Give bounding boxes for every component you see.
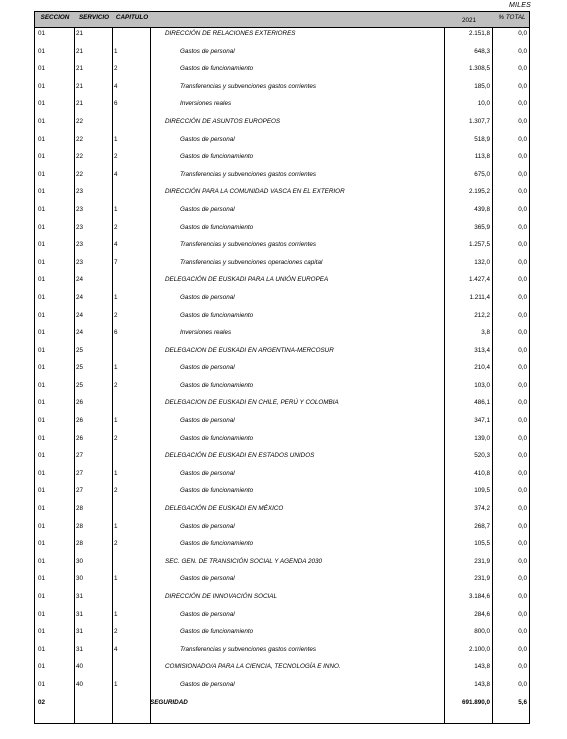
cell-description: DELEGACIÓN DE EUSKADI EN MÉXICO	[165, 505, 284, 513]
header-pct-total: % TOTAL	[498, 14, 526, 21]
cell-seccion: 01	[38, 329, 46, 337]
cell-servicio: 23	[76, 188, 84, 196]
cell-pct-total: 0,0	[518, 593, 527, 600]
table-row	[35, 679, 529, 697]
table-row	[35, 644, 529, 662]
cell-seccion: 01	[38, 223, 46, 231]
cell-capitulo: 1	[114, 417, 118, 425]
cell-servicio: 21	[76, 47, 84, 55]
table-row	[35, 186, 529, 204]
table-row	[35, 28, 529, 46]
cell-servicio: 21	[76, 100, 84, 108]
cell-pct-total: 0,0	[518, 329, 527, 337]
cell-capitulo: 1	[114, 205, 118, 213]
cell-amount: 3.184,6	[468, 593, 490, 600]
cell-servicio: 24	[76, 329, 84, 337]
cell-seccion: 01	[38, 381, 46, 389]
cell-seccion: 01	[38, 593, 46, 600]
cell-seccion: 01	[38, 311, 46, 319]
cell-pct-total: 0,0	[518, 153, 527, 161]
cell-amount: 132,0	[474, 258, 490, 266]
cell-seccion: 01	[38, 82, 46, 90]
cell-description: Gastos de funcionamiento	[180, 487, 254, 495]
cell-seccion: 01	[38, 293, 46, 301]
table-row	[35, 151, 529, 169]
cell-seccion: 01	[38, 575, 46, 583]
cell-seccion: 01	[38, 153, 46, 161]
cell-amount: 347,1	[474, 417, 490, 425]
cell-servicio: 26	[76, 434, 84, 442]
cell-amount: 675,0	[474, 170, 490, 178]
cell-description: DELEGACIÓN DE EUSKADI PARA LA UNIÓN EUROPEA	[165, 276, 329, 284]
cell-servicio: 24	[76, 276, 84, 284]
cell-pct-total: 0,0	[518, 469, 527, 477]
cell-amount: 439,8	[474, 205, 490, 213]
table-row	[35, 292, 529, 310]
cell-seccion: 01	[38, 434, 46, 442]
cell-amount: 105,5	[474, 540, 490, 548]
cell-description: Gastos de personal	[180, 417, 235, 425]
cell-description: DELEGACION DE EUSKADI EN ARGENTINA-MERCOSUR	[165, 346, 334, 354]
cell-seccion: 01	[38, 117, 46, 125]
cell-description: Gastos de personal	[180, 610, 235, 618]
table-row	[35, 310, 529, 328]
table-row	[35, 415, 529, 433]
cell-pct-total: 0,0	[518, 276, 527, 284]
cell-amount: 185,0	[474, 82, 490, 90]
cell-pct-total: 0,0	[518, 628, 527, 636]
cell-pct-total: 0,0	[518, 346, 527, 354]
cell-capitulo: 6	[114, 329, 118, 337]
cell-servicio: 24	[76, 293, 84, 301]
cell-amount: 691.890,0	[461, 698, 490, 706]
table-row	[35, 169, 529, 187]
table-row	[35, 521, 529, 539]
cell-seccion: 01	[38, 610, 46, 618]
cell-capitulo: 1	[114, 575, 118, 583]
cell-seccion: 01	[38, 100, 46, 108]
cell-pct-total: 0,0	[518, 205, 527, 213]
cell-amount: 231,9	[474, 575, 490, 583]
cell-amount: 410,8	[474, 469, 490, 477]
cell-description: Gastos de personal	[180, 135, 235, 143]
cell-capitulo: 1	[114, 135, 118, 143]
cell-pct-total: 0,0	[518, 399, 527, 407]
cell-seccion: 01	[38, 47, 46, 55]
cell-servicio: 22	[76, 153, 84, 161]
table-row	[35, 468, 529, 486]
cell-servicio: 24	[76, 311, 84, 319]
table-row	[35, 81, 529, 99]
cell-servicio: 40	[76, 663, 84, 671]
cell-amount: 2.195,2	[468, 188, 490, 196]
cell-servicio: 23	[76, 258, 84, 266]
table-row	[35, 661, 529, 679]
cell-description: COMISIONADO/A PARA LA CIENCIA, TECNOLOGÍA E INNO.	[165, 663, 341, 671]
cell-servicio: 22	[76, 117, 84, 125]
cell-seccion: 02	[38, 698, 46, 706]
cell-description: Transferencias y subvenciones gastos corrientes	[180, 82, 317, 90]
cell-pct-total: 5,6	[518, 698, 527, 706]
cell-pct-total: 0,0	[518, 680, 527, 688]
table-row	[35, 697, 529, 715]
cell-servicio: 31	[76, 593, 84, 600]
cell-seccion: 01	[38, 663, 46, 671]
cell-capitulo: 1	[114, 680, 118, 688]
cell-description: Gastos de personal	[180, 575, 235, 583]
cell-pct-total: 0,0	[518, 364, 527, 372]
cell-amount: 374,2	[474, 505, 490, 513]
cell-pct-total: 0,0	[518, 663, 527, 671]
cell-capitulo: 6	[114, 100, 118, 108]
cell-amount: 1.308,5	[468, 65, 490, 73]
cell-servicio: 22	[76, 135, 84, 143]
cell-capitulo: 2	[114, 540, 118, 548]
table-row	[35, 397, 529, 415]
cell-pct-total: 0,0	[518, 223, 527, 231]
cell-seccion: 01	[38, 452, 46, 460]
cell-amount: 284,6	[474, 610, 490, 618]
table-header	[34, 11, 530, 28]
cell-description: SEGURIDAD	[150, 698, 188, 706]
cell-capitulo: 4	[114, 645, 118, 653]
cell-capitulo: 2	[114, 153, 118, 161]
cell-description: Gastos de funcionamiento	[180, 223, 254, 231]
cell-seccion: 01	[38, 487, 46, 495]
cell-pct-total: 0,0	[518, 540, 527, 548]
cell-description: Gastos de funcionamiento	[180, 540, 254, 548]
cell-seccion: 01	[38, 241, 46, 249]
cell-capitulo: 1	[114, 610, 118, 618]
cell-seccion: 01	[38, 205, 46, 213]
cell-servicio: 21	[76, 65, 84, 73]
table-row	[35, 327, 529, 345]
table-row	[35, 134, 529, 152]
cell-servicio: 27	[76, 452, 84, 460]
cell-amount: 313,4	[474, 346, 490, 354]
cell-seccion: 01	[38, 680, 46, 688]
cell-amount: 2.151,8	[468, 30, 490, 37]
cell-capitulo: 1	[114, 364, 118, 372]
cell-capitulo: 7	[114, 258, 118, 266]
cell-amount: 1.257,5	[468, 241, 490, 249]
cell-pct-total: 0,0	[518, 381, 527, 389]
cell-description: Gastos de funcionamiento	[180, 381, 254, 389]
cell-servicio: 30	[76, 575, 84, 583]
cell-servicio: 27	[76, 469, 84, 477]
cell-amount: 212,2	[474, 311, 490, 319]
cell-servicio: 25	[76, 381, 84, 389]
table-row	[35, 239, 529, 257]
cell-servicio: 23	[76, 223, 84, 231]
cell-capitulo: 2	[114, 487, 118, 495]
table-row	[35, 538, 529, 556]
cell-description: Gastos de funcionamiento	[180, 153, 254, 161]
cell-amount: 520,3	[474, 452, 490, 460]
cell-capitulo: 4	[114, 82, 118, 90]
cell-description: Gastos de funcionamiento	[180, 628, 254, 636]
cell-pct-total: 0,0	[518, 505, 527, 513]
cell-pct-total: 0,0	[518, 188, 527, 196]
cell-servicio: 28	[76, 522, 84, 530]
header-servicio: SERVICIO	[78, 14, 110, 21]
table-row	[35, 626, 529, 644]
cell-description: Gastos de personal	[180, 47, 235, 55]
cell-servicio: 26	[76, 399, 84, 407]
cell-servicio: 23	[76, 241, 84, 249]
table-body	[34, 28, 530, 724]
cell-capitulo: 2	[114, 434, 118, 442]
cell-capitulo: 2	[114, 628, 118, 636]
cell-capitulo: 2	[114, 65, 118, 73]
table-row	[35, 485, 529, 503]
cell-seccion: 01	[38, 557, 46, 565]
cell-servicio: 21	[76, 30, 84, 37]
cell-amount: 3,8	[481, 329, 490, 337]
cell-servicio: 31	[76, 645, 84, 653]
cell-seccion: 01	[38, 399, 46, 407]
cell-pct-total: 0,0	[518, 557, 527, 565]
cell-pct-total: 0,0	[518, 135, 527, 143]
table-row	[35, 503, 529, 521]
cell-pct-total: 0,0	[518, 522, 527, 530]
cell-description: Transferencias y subvenciones gastos corrientes	[180, 170, 317, 178]
cell-amount: 268,7	[474, 522, 490, 530]
cell-description: Inversiones reales	[180, 329, 232, 337]
cell-description: DIRECCIÓN DE ASUNTOS EUROPEOS	[165, 117, 281, 125]
cell-amount: 800,0	[474, 628, 490, 636]
cell-amount: 365,9	[474, 223, 490, 231]
cell-servicio: 30	[76, 557, 84, 565]
cell-pct-total: 0,0	[518, 258, 527, 266]
cell-seccion: 01	[38, 522, 46, 530]
cell-capitulo: 4	[114, 241, 118, 249]
cell-amount: 143,8	[474, 663, 490, 671]
cell-seccion: 01	[38, 188, 46, 196]
table-row	[35, 362, 529, 380]
cell-seccion: 01	[38, 170, 46, 178]
cell-servicio: 28	[76, 540, 84, 548]
cell-seccion: 01	[38, 540, 46, 548]
cell-capitulo: 1	[114, 469, 118, 477]
cell-capitulo: 1	[114, 47, 118, 55]
cell-pct-total: 0,0	[518, 452, 527, 460]
cell-description: DIRECCIÓN DE INNOVACIÓN SOCIAL	[165, 593, 277, 600]
table-row	[35, 63, 529, 81]
cell-pct-total: 0,0	[518, 117, 527, 125]
header-seccion: SECCION	[40, 14, 70, 21]
cell-description: Inversiones reales	[180, 100, 232, 108]
cell-seccion: 01	[38, 30, 46, 37]
cell-description: Transferencias y subvenciones gastos corrientes	[180, 241, 317, 249]
cell-pct-total: 0,0	[518, 82, 527, 90]
cell-capitulo: 2	[114, 381, 118, 389]
cell-servicio: 23	[76, 205, 84, 213]
cell-pct-total: 0,0	[518, 417, 527, 425]
table-row	[35, 380, 529, 398]
cell-capitulo: 2	[114, 311, 118, 319]
table-row	[35, 46, 529, 64]
cell-pct-total: 0,0	[518, 100, 527, 108]
cell-description: Transferencias y subvenciones operaciones capital	[180, 258, 323, 266]
cell-description: Gastos de personal	[180, 680, 235, 688]
cell-pct-total: 0,0	[518, 575, 527, 583]
cell-seccion: 01	[38, 258, 46, 266]
header-year: 2021	[461, 17, 476, 24]
cell-servicio: 22	[76, 170, 84, 178]
cell-amount: 648,3	[474, 47, 490, 55]
cell-amount: 109,5	[474, 487, 490, 495]
cell-pct-total: 0,0	[518, 610, 527, 618]
cell-description: Gastos de personal	[180, 522, 235, 530]
cell-seccion: 01	[38, 364, 46, 372]
table-row	[35, 116, 529, 134]
cell-amount: 210,4	[474, 364, 490, 372]
table-row	[35, 204, 529, 222]
cell-amount: 1.307,7	[468, 117, 490, 125]
table-row	[35, 433, 529, 451]
cell-pct-total: 0,0	[518, 311, 527, 319]
cell-seccion: 01	[38, 505, 46, 513]
cell-amount: 1.211,4	[469, 293, 490, 301]
budget-table	[34, 11, 530, 724]
cell-amount: 231,9	[474, 557, 490, 565]
cell-pct-total: 0,0	[518, 434, 527, 442]
table-row	[35, 222, 529, 240]
cell-amount: 10,0	[477, 100, 490, 108]
cell-amount: 518,9	[474, 135, 490, 143]
cell-seccion: 01	[38, 469, 46, 477]
table-row	[35, 257, 529, 275]
cell-description: DELEGACION DE EUSKADI EN CHILE, PERÚ Y COLOMBIA	[165, 399, 339, 407]
cell-description: Gastos de personal	[180, 469, 235, 477]
cell-capitulo: 1	[114, 522, 118, 530]
cell-description: Transferencias y subvenciones gastos corrientes	[180, 645, 317, 653]
cell-description: DIRECCIÓN PARA LA COMUNIDAD VASCA EN EL EXTERIOR	[165, 188, 345, 196]
cell-servicio: 28	[76, 505, 84, 513]
cell-servicio: 26	[76, 417, 84, 425]
cell-servicio: 21	[76, 82, 84, 90]
cell-servicio: 31	[76, 628, 84, 636]
cell-description: SEC. GEN. DE TRANSICIÓN SOCIAL Y AGENDA 2030	[165, 557, 323, 565]
cell-amount: 2.100,0	[468, 645, 490, 653]
cell-description: Gastos de personal	[180, 205, 235, 213]
cell-servicio: 40	[76, 680, 84, 688]
cell-pct-total: 0,0	[518, 645, 527, 653]
table-row	[35, 98, 529, 116]
cell-servicio: 25	[76, 364, 84, 372]
table-row	[35, 450, 529, 468]
cell-capitulo: 2	[114, 223, 118, 231]
cell-amount: 486,1	[474, 399, 490, 407]
cell-amount: 1.427,4	[468, 276, 490, 284]
cell-description: DIRECCIÓN DE RELACIONES EXTERIORES	[165, 30, 296, 37]
cell-servicio: 27	[76, 487, 84, 495]
cell-seccion: 01	[38, 628, 46, 636]
table-row	[35, 556, 529, 574]
cell-pct-total: 0,0	[518, 487, 527, 495]
cell-description: Gastos de funcionamiento	[180, 65, 254, 73]
cell-amount: 139,0	[474, 434, 490, 442]
cell-seccion: 01	[38, 645, 46, 653]
cell-capitulo: 1	[114, 293, 118, 301]
cell-pct-total: 0,0	[518, 293, 527, 301]
table-row	[35, 274, 529, 292]
cell-servicio: 31	[76, 610, 84, 618]
cell-seccion: 01	[38, 417, 46, 425]
cell-description: Gastos de funcionamiento	[180, 311, 254, 319]
units-label: MILES	[509, 2, 532, 9]
cell-amount: 103,0	[474, 381, 490, 389]
cell-description: Gastos de personal	[180, 364, 235, 372]
cell-seccion: 01	[38, 135, 46, 143]
cell-pct-total: 0,0	[518, 65, 527, 73]
cell-amount: 143,8	[474, 680, 490, 688]
cell-capitulo: 4	[114, 170, 118, 178]
cell-description: Gastos de funcionamiento	[180, 434, 254, 442]
cell-seccion: 01	[38, 276, 46, 284]
cell-seccion: 01	[38, 346, 46, 354]
cell-pct-total: 0,0	[518, 170, 527, 178]
cell-pct-total: 0,0	[518, 30, 527, 37]
cell-description: Gastos de personal	[180, 293, 235, 301]
cell-seccion: 01	[38, 65, 46, 73]
cell-pct-total: 0,0	[518, 241, 527, 249]
table-row	[35, 609, 529, 627]
table-row	[35, 591, 529, 609]
table-row	[35, 573, 529, 591]
header-capitulo: CAPITULO	[115, 14, 149, 21]
cell-servicio: 25	[76, 346, 84, 354]
cell-description: DELEGACIÓN DE EUSKADI EN ESTADOS UNIDOS	[165, 452, 315, 460]
table-row	[35, 345, 529, 363]
cell-amount: 113,8	[474, 153, 490, 161]
cell-pct-total: 0,0	[518, 47, 527, 55]
